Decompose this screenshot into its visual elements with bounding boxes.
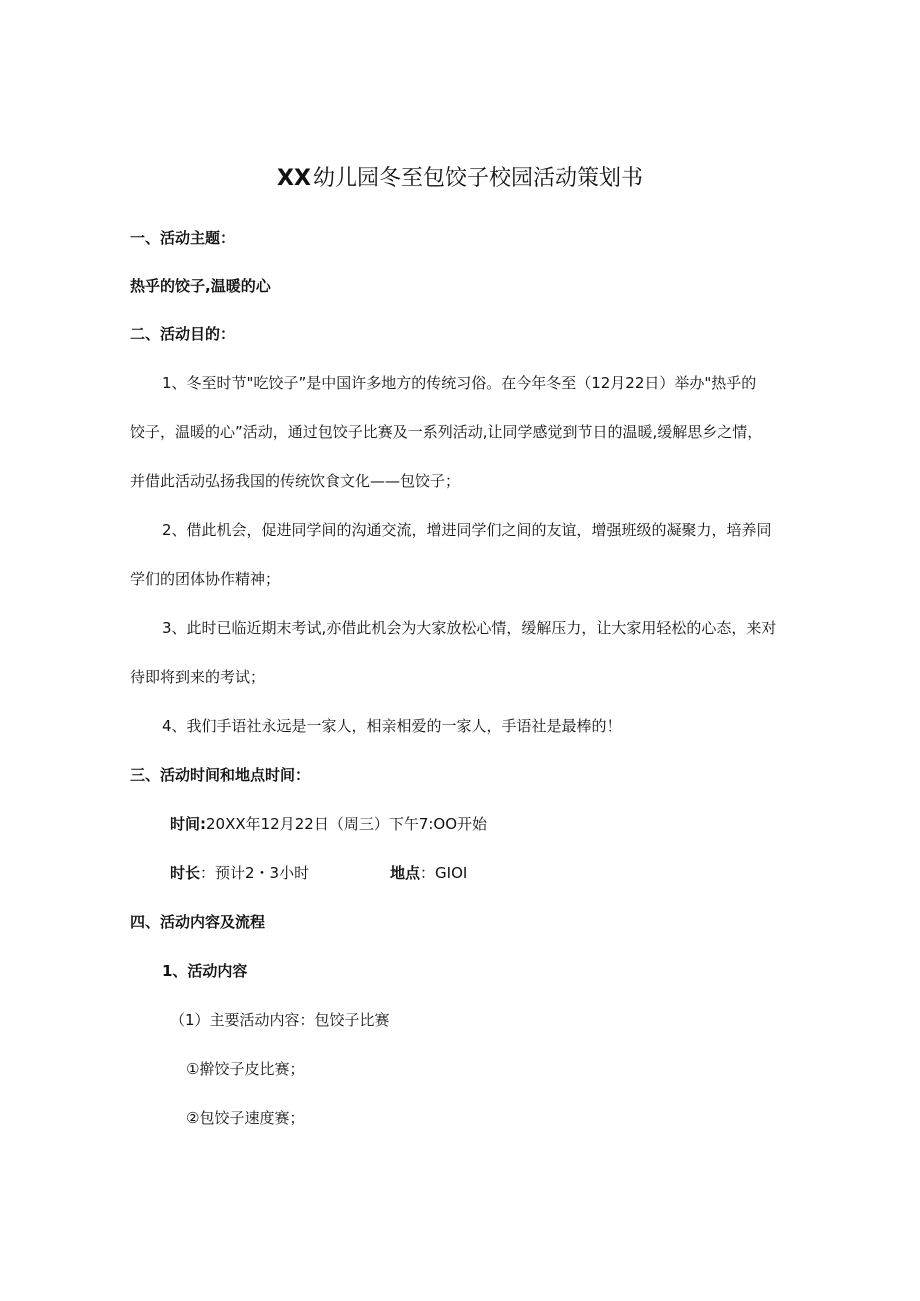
duration-value: ：预计2・3小时: [200, 864, 310, 882]
title-latin: XX: [277, 166, 311, 191]
subsection-heading-content: 1、活动内容: [162, 962, 248, 980]
document-title: [0, 164, 920, 194]
place-row: [390, 862, 467, 884]
purpose-2-line-1: 2、借此机会，促进同学间的沟通交流，增进同学们之间的友谊，增强班级的凝聚力，培养同: [162, 521, 772, 539]
content-item-1a: ①擀饺子皮比赛；: [186, 1060, 305, 1078]
duration-label: 时长: [170, 864, 201, 882]
purpose-3-line-2: 待即将到来的考试；: [130, 668, 266, 686]
title-text: 幼儿园冬至包饺子校园活动策划书: [312, 166, 643, 191]
section-heading-content: 四、活动内容及流程: [130, 913, 266, 931]
content-item-1: （1）主要活动内容：包饺子比赛: [170, 1011, 390, 1029]
purpose-1-line-1: 1、冬至时节"吃饺子”是中国许多地方的传统习俗。在今年冬至（12月22日）举办"热乎的: [162, 374, 757, 392]
theme-text: 热乎的饺子,温暖的心: [130, 277, 271, 295]
purpose-2-line-2: 学们的团体协作精神；: [130, 570, 281, 588]
purpose-4-line-1: 4、我们手语社永远是一家人，相亲相爱的一家人，手语社是最棒的！: [162, 717, 622, 735]
purpose-1-line-2: 饺子，温暖的心”活动，通过包饺子比赛及一系列活动,让同学感觉到节日的温暖,缓解思乡之情，: [130, 423, 763, 441]
time-value: 20XX年12月22日（周三）下午7:OO开始: [206, 815, 488, 833]
purpose-1-line-3: 并借此活动弘扬我国的传统饮食文化——包饺子；: [130, 472, 461, 490]
place-label: 地点: [390, 864, 421, 882]
purpose-3-line-1: 3、此时已临近期末考试,亦借此机会为大家放松心情，缓解压力，让大家用轻松的心态，来对: [162, 619, 777, 637]
duration-row: [170, 862, 309, 884]
section-heading-theme: 一、活动主题：: [130, 229, 236, 247]
place-value: ：GIOI: [420, 864, 468, 882]
time-label: 时间:: [170, 815, 206, 833]
content-item-1b: ②包饺子速度赛；: [186, 1109, 305, 1127]
section-heading-purpose: 二、活动目的：: [130, 325, 236, 343]
time-row: [170, 813, 487, 835]
section-heading-time-place: 三、活动时间和地点时间：: [130, 766, 311, 784]
